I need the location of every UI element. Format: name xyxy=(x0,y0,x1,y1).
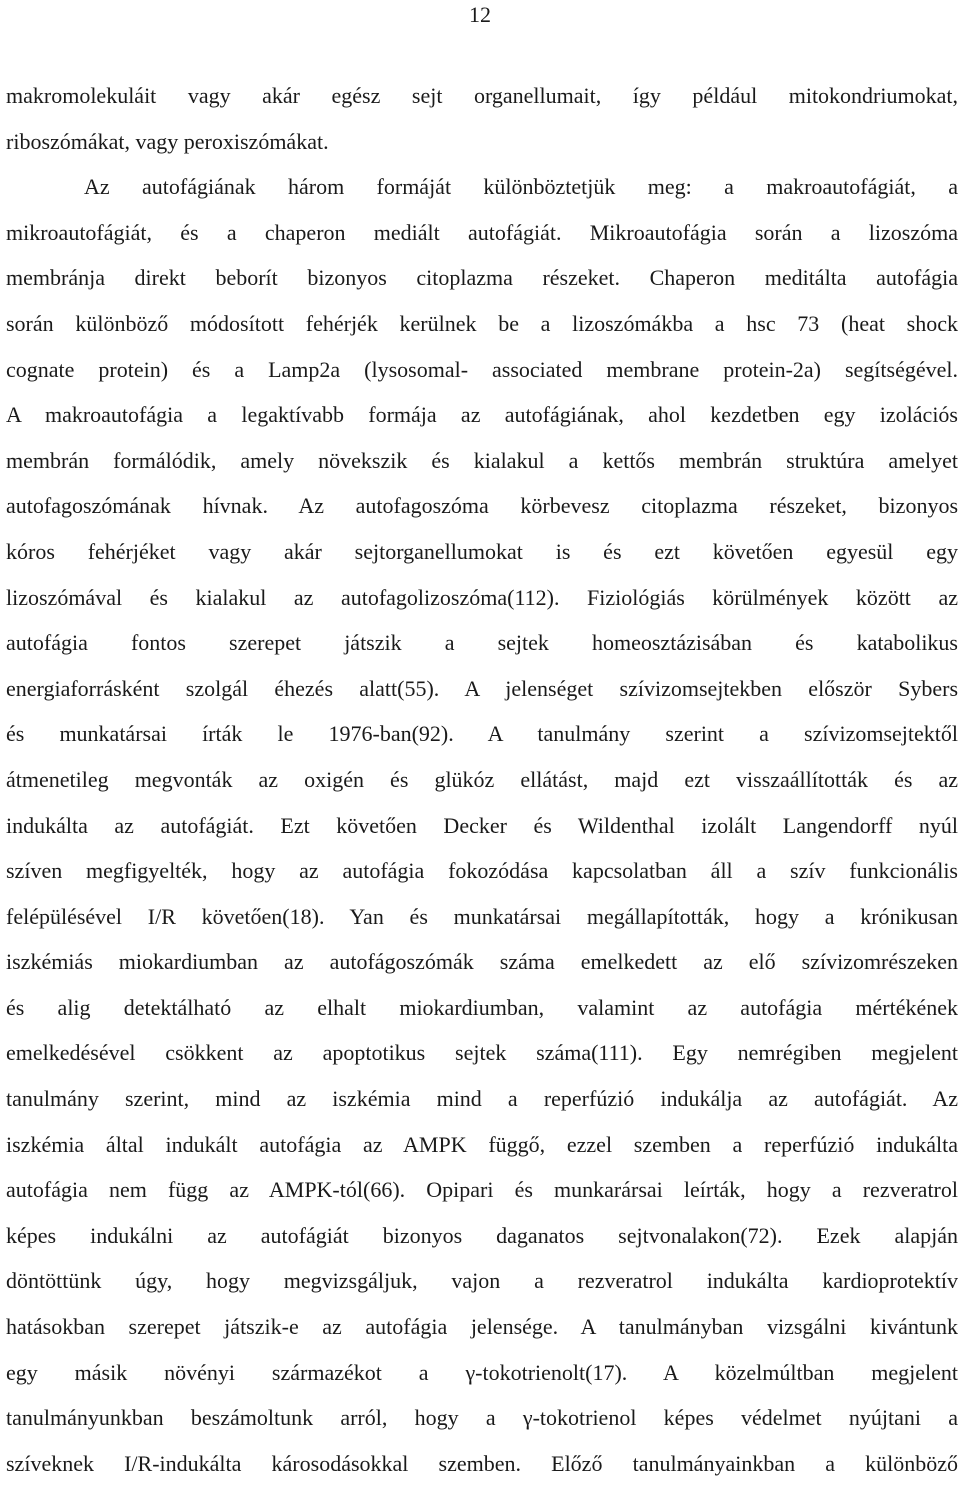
text-line: energiaforrásként szolgál éhezés alatt(55). A jelenséget szívizomsejtekben először Sybers xyxy=(6,675,958,701)
page-number: 12 xyxy=(469,2,491,27)
text-line: mikroautofágiát, és a chaperon mediált autofágiát. Mikroautofágia során a lizoszóma xyxy=(6,219,958,245)
text-line: riboszómákat, vagy peroxiszómákat. xyxy=(6,128,329,154)
text-line: indukálta az autofágiát. Ezt követően Decker és Wildenthal izolált Langendorff nyúl xyxy=(6,812,958,838)
text-line: felépülésével I/R követően(18). Yan és munkatársai megállapították, hogy a krónikusan xyxy=(6,903,958,929)
text-line: cognate protein) és a Lamp2a (lysosomal- associated membrane protein-2a) segítségével. xyxy=(6,356,958,382)
text-line: membrán formálódik, amely növekszik és kialakul a kettős membrán struktúra amelyet xyxy=(6,447,958,473)
text-line: lizoszómával és kialakul az autofagolizoszóma(112). Fiziológiás körülmények között az xyxy=(6,584,958,610)
text-line: hatásokban szerepet játszik-e az autofágia jelensége. A tanulmányban vizsgálni kivántunk xyxy=(6,1314,958,1340)
text-line: membránja direkt beborít bizonyos citoplazma részeket. Chaperon meditálta autofágia xyxy=(6,265,958,291)
text-line: Az autofágiának három formáját különböztetjük meg: a makroautofágiát, a xyxy=(84,174,958,200)
text-line: iszkémiás miokardiumban az autofágoszómák száma emelkedett az elő szívizomrészeken xyxy=(6,949,958,975)
text-line: és munkatársai írták le 1976-ban(92). A tanulmány szerint a szívizomsejtektől xyxy=(6,721,958,747)
body-paragraph xyxy=(6,73,958,1486)
text-line: kóros fehérjéket vagy akár sejtorganellumokat is és ezt követően egyesül egy xyxy=(6,538,958,564)
text-line: makromolekuláit vagy akár egész sejt organellumait, így például mitokondriumokat, xyxy=(6,83,958,108)
text-line: autofágia nem függ az AMPK-tól(66). Opipari és munkarársai leírták, hogy a rezveratrol xyxy=(6,1177,958,1203)
text-line: egy másik növényi származékot a γ-tokotrienolt(17). A közelmúltban megjelent xyxy=(6,1359,958,1385)
text-line: autofágia fontos szerepet játszik a sejtek homeosztázisában és katabolikus xyxy=(6,630,958,656)
text-line: szíven megfigyelték, hogy az autofágia fokozódása kapcsolatban áll a szív funkcionális xyxy=(6,858,958,884)
text-line: A makroautofágia a legaktívabb formája az autofágiának, ahol kezdetben egy izolációs xyxy=(6,402,958,428)
text-line: és alig detektálható az elhalt miokardiumban, valamint az autofágia mértékének xyxy=(6,994,958,1020)
text-line: során különböző módosított fehérjék kerülnek be a lizoszómákba a hsc 73 (heat shock xyxy=(6,310,958,336)
text-line: emelkedésével csökkent az apoptotikus sejtek száma(111). Egy nemrégiben megjelent xyxy=(6,1040,958,1066)
text-line: tanulmányunkban beszámoltunk arról, hogy a γ-tokotrienol képes védelmet nyújtani a xyxy=(6,1405,958,1431)
text-line: tanulmány szerint, mind az iszkémia mind a reperfúzió indukálja az autofágiát. Az xyxy=(6,1086,958,1112)
text-line: autofagoszómának hívnak. Az autofagoszóma körbevesz citoplazma részeket, bizonyos xyxy=(6,493,958,519)
text-line: képes indukálni az autofágiát bizonyos daganatos sejtvonalakon(72). Ezek alapján xyxy=(6,1222,958,1248)
text-line: iszkémia által indukált autofágia az AMPK függő, ezzel szemben a reperfúzió indukálta xyxy=(6,1131,958,1157)
text-line: döntöttünk úgy, hogy megvizsgáljuk, vajon a rezveratrol indukálta kardioprotektív xyxy=(6,1268,958,1294)
text-line: szíveknek I/R-indukálta károsodásokkal szemben. Előző tanulmányainkban a különböző xyxy=(6,1450,958,1476)
text-line: átmenetileg megvonták az oxigén és glükóz ellátást, majd ezt visszaállították és az xyxy=(6,766,958,792)
